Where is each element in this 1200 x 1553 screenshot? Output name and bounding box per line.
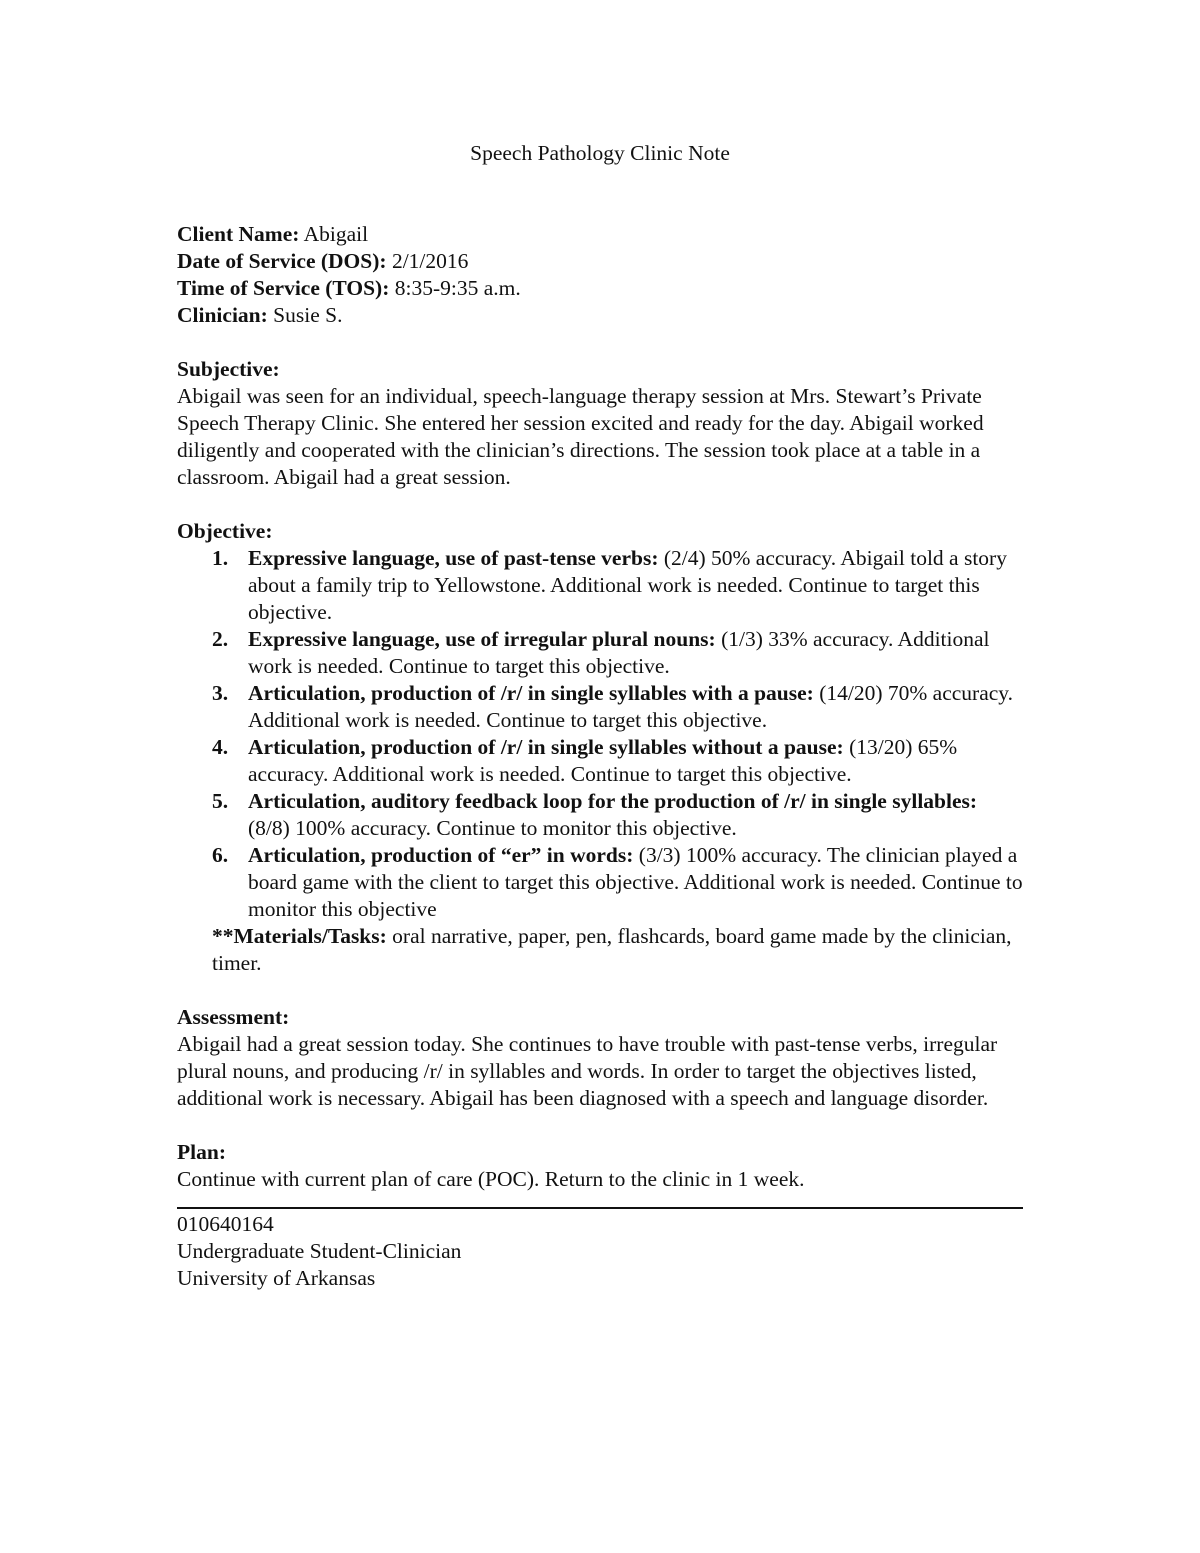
time-of-service-label: Time of Service (TOS): <box>177 276 390 300</box>
objective-list <box>177 545 1023 923</box>
assessment-text: Abigail had a great session today. She continues to have trouble with past-tense verbs, irregular plural nouns, and producing /r/ in syllables and words. In order to target the objectives listed, additional work is necessary. Abigail has been diagnosed with a speech and language disorder. <box>177 1032 998 1110</box>
assessment-heading: Assessment: <box>177 1005 290 1029</box>
objective-number: 2. <box>212 627 229 651</box>
plan-text: Continue with current plan of care (POC). Return to the clinic in 1 week. <box>177 1167 805 1191</box>
objective-item <box>177 680 1023 734</box>
objective-text: (1/3) 33% accuracy. Additional work is needed. Continue to target this objective. <box>248 627 990 678</box>
clinician-label: Clinician: <box>177 303 268 327</box>
objective-number: 1. <box>212 546 229 570</box>
objective-number: 5. <box>212 789 229 813</box>
time-of-service-value: 8:35-9:35 a.m. <box>394 276 521 300</box>
objective-label: Expressive language, use of irregular plural nouns: <box>248 627 716 651</box>
header-fields <box>177 221 1023 329</box>
clinician-role: Undergraduate Student-Clinician <box>177 1239 462 1263</box>
plan-section <box>177 1139 1023 1193</box>
objective-heading: Objective: <box>177 519 273 543</box>
document-title: Speech Pathology Clinic Note <box>470 141 730 165</box>
objective-item <box>177 842 1023 923</box>
objective-number: 3. <box>212 681 229 705</box>
date-of-service-field <box>177 248 1023 275</box>
objective-label: Articulation, production of “er” in words: <box>248 843 634 867</box>
objective-section <box>177 518 1023 977</box>
objective-item <box>177 626 1023 680</box>
student-id: 010640164 <box>177 1212 274 1236</box>
objective-label: Expressive language, use of past-tense verbs: <box>248 546 659 570</box>
client-name-value: Abigail <box>303 222 369 246</box>
materials-label: **Materials/Tasks: <box>212 924 387 948</box>
objective-item <box>177 545 1023 626</box>
signature-rule <box>177 1207 1023 1209</box>
institution: University of Arkansas <box>177 1266 376 1290</box>
objective-item <box>177 788 1023 842</box>
date-of-service-label: Date of Service (DOS): <box>177 249 387 273</box>
subjective-text: Abigail was seen for an individual, speech-language therapy session at Mrs. Stewart’s Private Speech Therapy Clinic. She entered her session excited and ready for the day. Abigail worked diligently and cooperated with the clinician’s directions. The session took place at a table in a classroom. Abigail had a great session. <box>177 384 984 489</box>
objective-number: 6. <box>212 843 229 867</box>
objective-label: Articulation, auditory feedback loop for the production of /r/ in single syllables: <box>248 789 978 813</box>
clinic-note-page <box>177 140 1023 1292</box>
signature-block <box>177 1207 1023 1292</box>
materials-tasks <box>177 923 1023 977</box>
objective-text: (8/8) 100% accuracy. Continue to monitor this objective. <box>248 816 737 840</box>
client-name-field <box>177 221 1023 248</box>
plan-heading: Plan: <box>177 1140 226 1164</box>
clinician-value: Susie S. <box>273 303 343 327</box>
objective-text: (13/20) 65% accuracy. Additional work is needed. Continue to target this objective. <box>248 735 958 786</box>
subjective-section <box>177 356 1023 491</box>
date-of-service-value: 2/1/2016 <box>391 249 469 273</box>
client-name-label: Client Name: <box>177 222 300 246</box>
objective-item <box>177 734 1023 788</box>
objective-text: (14/20) 70% accuracy. Additional work is needed. Continue to target this objective. <box>248 681 1014 732</box>
materials-text: oral narrative, paper, pen, flashcards, board game made by the clinician, timer. <box>212 924 1012 975</box>
objective-number: 4. <box>212 735 229 759</box>
objective-label: Articulation, production of /r/ in single syllables with a pause: <box>248 681 814 705</box>
subjective-heading: Subjective: <box>177 357 280 381</box>
objective-label: Articulation, production of /r/ in single syllables without a pause: <box>248 735 844 759</box>
objective-text: (3/3) 100% accuracy. The clinician played a board game with the client to target this objective. Additional work is needed. Continue to monitor this objective <box>248 843 1023 921</box>
objective-text: (2/4) 50% accuracy. Abigail told a story about a family trip to Yellowstone. Additional work is needed. Continue to target this objective. <box>248 546 1007 624</box>
time-of-service-field <box>177 275 1023 302</box>
assessment-section <box>177 1004 1023 1112</box>
clinician-field <box>177 302 1023 329</box>
